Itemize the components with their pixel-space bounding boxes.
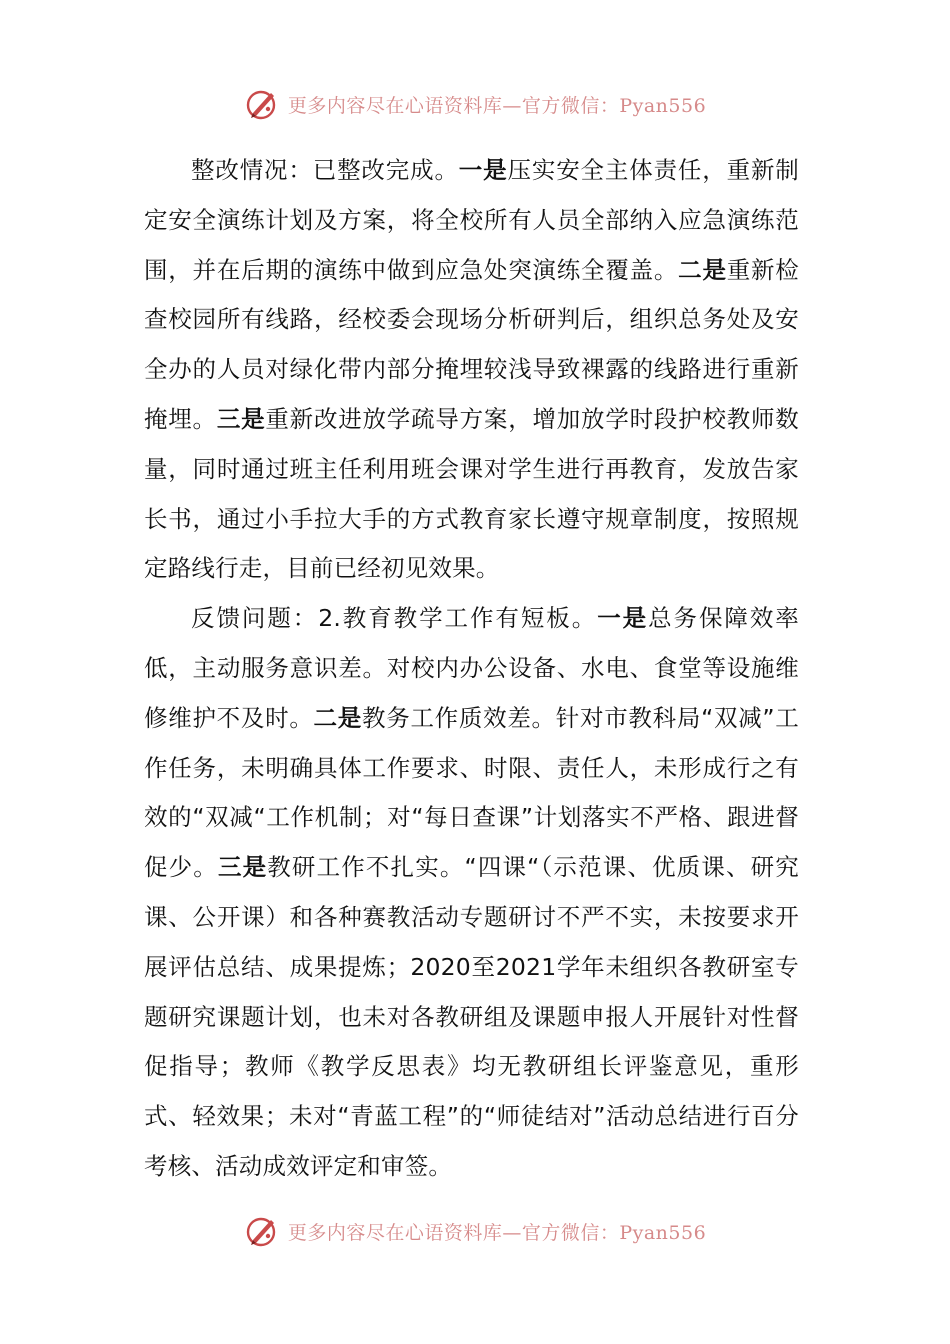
pen-logo-icon (244, 1213, 280, 1249)
document-body (144, 146, 799, 1192)
text-segment: 整改情况：已整改完成。 (191, 156, 459, 184)
text-segment: 重新检查校园所有线路，经校委会现场分析研判后，组织总务处及安全办的人员对绿化带内部分掩埋较浅导致裸露的线路进行重新掩埋。 (144, 255, 799, 433)
paragraph-feedback (144, 594, 799, 1192)
emphasis-first: 一是 (597, 604, 649, 633)
text-segment: 反馈问题：2.教育教学工作有短板。 (191, 604, 598, 633)
footer-watermark (0, 1211, 950, 1251)
paragraph-rectification (144, 146, 799, 594)
text-segment: 压实安全主体责任，重新制定安全演练计划及方案，将全校所有人员全部纳入应急演练范围，并在后期的演练中做到应急处突演练全覆盖。 (144, 156, 799, 284)
emphasis-second: 二是 (313, 703, 362, 732)
text-segment: 总务保障效率低，主动服务意识差。对校内办公设备、水电、食堂等设施维修维护不及时。 (144, 604, 800, 732)
text-segment: 教研工作不扎实。“四课“（示范课、优质课、研究课、公开课）和各种赛教活动专题研讨不严不实，未按要求开展评估总结、成果提炼；2020至2021学年未组织各教研室专题研究课题计划，也未对各教研组及课题申报人开展针对性督促指导；教师《教学反思表》均无教研组长评鉴意见，重形式、轻效果；未对“青蓝工程”的“师徒结对”活动总结进行百分考核、活动成效评定和审签。 (144, 853, 799, 1180)
emphasis-first: 一是 (458, 156, 508, 184)
text-segment: 教务工作质效差。针对市教科局“双减”工作任务，未明确具体工作要求、时限、责任人，未形成行之有效的“双减“工作机制；对“每日查课”计划落实不严格、跟进督促少。 (144, 703, 800, 882)
emphasis-third: 三是 (216, 404, 266, 433)
emphasis-third: 三是 (217, 853, 268, 882)
header-watermark (0, 84, 950, 124)
watermark-text: 更多内容尽在心语资料库—官方微信：Pyan556 (287, 94, 707, 117)
watermark-text: 更多内容尽在心语资料库—官方微信：Pyan556 (287, 1221, 707, 1244)
pen-logo-icon (244, 86, 280, 122)
emphasis-second: 二是 (678, 255, 727, 284)
text-segment: 重新改进放学疏导方案，增加放学时段护校教师数量，同时通过班主任利用班会课对学生进行再教育，发放告家长书，通过小手拉大手的方式教育家长遵守规章制度，按照规定路线行走，目前已经初见效果。 (144, 404, 799, 583)
